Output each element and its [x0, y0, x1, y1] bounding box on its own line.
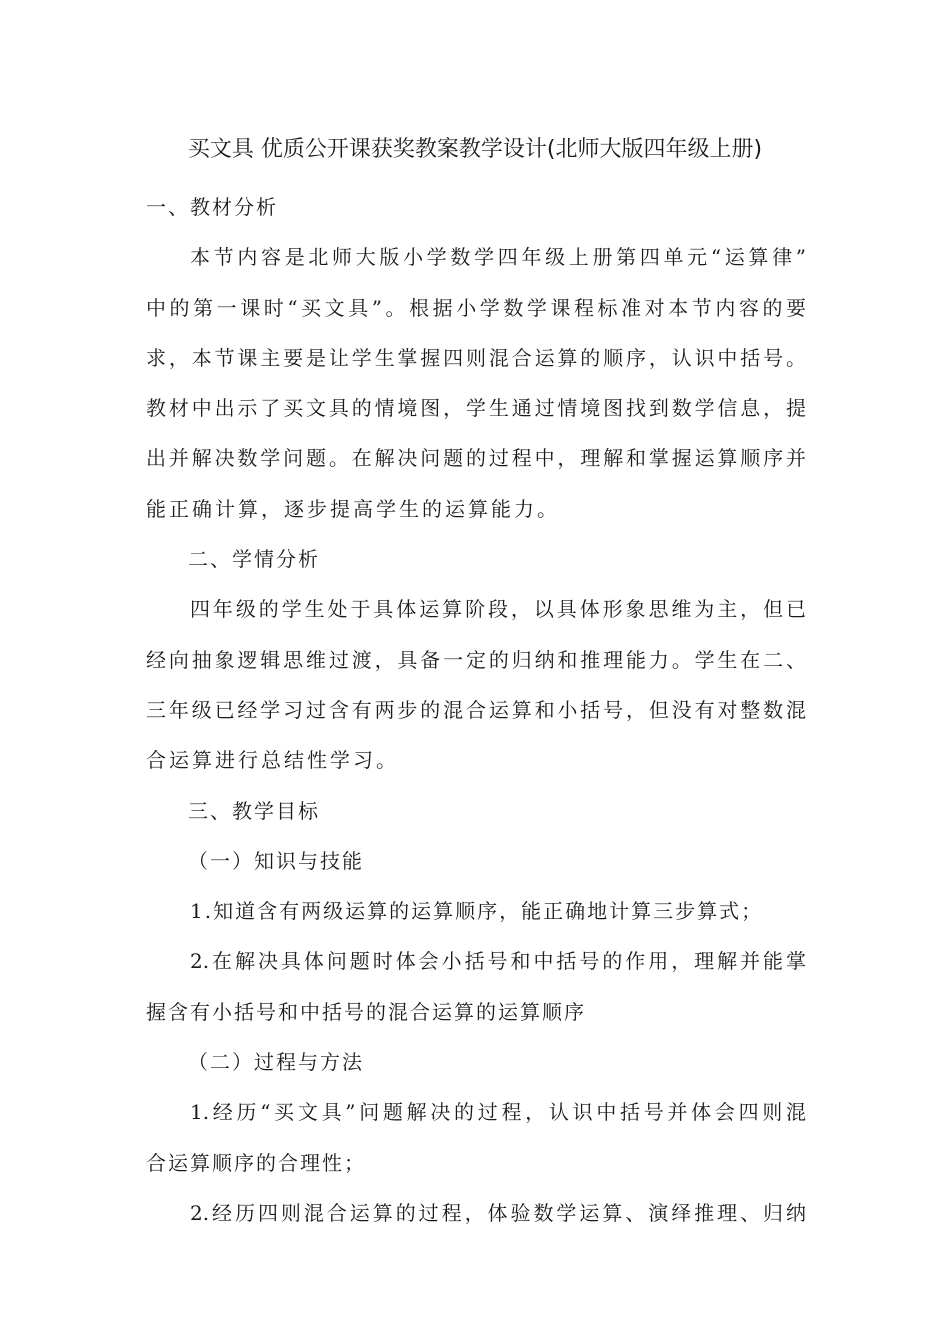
paragraph-line: 教材中出示了买文具的情境图，学生通过情境图找到数学信息，提: [146, 396, 806, 421]
paragraph-line: 合运算顺序的合理性；: [146, 1150, 366, 1175]
paragraph-line: 三年级已经学习过含有两步的混合运算和小括号，但没有对整数混: [146, 697, 806, 722]
paragraph-line: 四年级的学生处于具体运算阶段，以具体形象思维为主，但已: [190, 597, 806, 622]
section-heading-materials: 一、教材分析: [146, 195, 278, 219]
paragraph-line: 中的第一课时“买文具”。根据小学数学课程标准对本节内容的要: [146, 295, 806, 320]
subsection-heading-process: （二）过程与方法: [188, 1050, 364, 1075]
paragraph-line: 能正确计算，逐步提高学生的运算能力。: [146, 496, 560, 521]
section-heading-students: 二、学情分析: [188, 547, 320, 572]
list-item: 2.经历四则混合运算的过程，体验数学运算、演绎推理、归纳: [190, 1200, 806, 1225]
paragraph-line: 出并解决数学问题。在解决问题的过程中，理解和掌握运算顺序并: [146, 446, 806, 471]
subsection-heading-knowledge: （一）知识与技能: [188, 848, 364, 873]
paragraph-line: 合运算进行总结性学习。: [146, 748, 399, 773]
list-item: 1.经历“买文具”问题解决的过程，认识中括号并体会四则混: [190, 1100, 806, 1125]
document-title: 买文具 优质公开课获奖教案教学设计(北师大版四年级上册): [187, 137, 763, 162]
section-heading-objectives: 三、教学目标: [188, 798, 320, 823]
paragraph-line: 本节内容是北师大版小学数学四年级上册第四单元“运算律”: [190, 245, 806, 270]
paragraph-line: 经向抽象逻辑思维过渡，具备一定的归纳和推理能力。学生在二、: [146, 647, 806, 672]
list-item: 2.在解决具体问题时体会小括号和中括号的作用，理解并能掌: [190, 949, 806, 974]
paragraph-line: 握含有小括号和中括号的混合运算的运算顺序: [146, 999, 586, 1024]
paragraph-line: 求，本节课主要是让学生掌握四则混合运算的顺序，认识中括号。: [146, 345, 806, 370]
list-item: 1.知道含有两级运算的运算顺序，能正确地计算三步算式；: [190, 899, 764, 924]
document-body: [146, 182, 806, 1238]
